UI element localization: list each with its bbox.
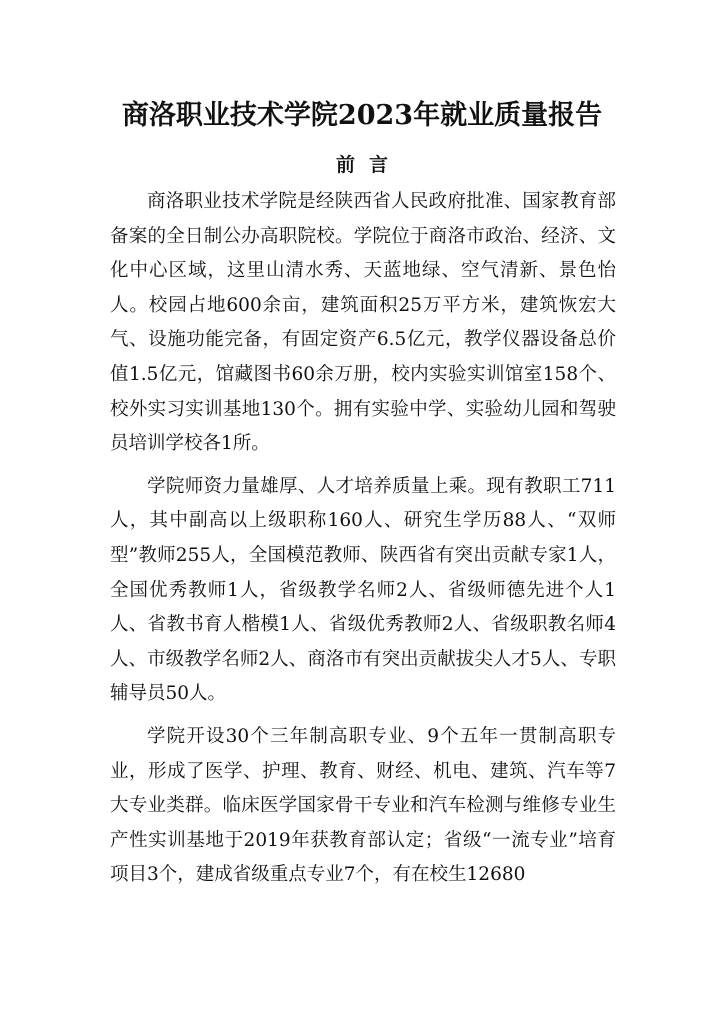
paragraph-college-overview: 商洛职业技术学院是经陕西省人民政府批准、国家教育部备案的全日制公办高职院校。学院位于商洛市政治、经济、文化中心区域，这里山清水秀、天蓝地绿、空气清新、景色怡人。校园占地600余亩，建筑面积25万平方米，建筑恢宏大气、设施功能完备，有固定资产6.5亿元，教学仪器设备总价值1.5亿元，馆藏图书60余万册，校内实验实训馆室158个、校外实习实训基地130个。拥有实验中学、实验幼儿园和驾驶员培训学校各1所。 <box>110 191 616 455</box>
paragraph-programs: 学院开设30个三年制高职专业、9个五年一贯制高职专业，形成了医学、护理、教育、财经、机电、建筑、汽车等7大专业类群。临床医学国家骨干专业和汽车检测与维修专业生产性实训基地于2019年获教育部认定；省级“一流专业”培育项目3个，建成省级重点专业7个，有在校生12680 <box>110 725 616 886</box>
report-title: 商洛职业技术学院2023年就业质量报告 <box>121 100 603 131</box>
section-heading-preface: 前言 <box>335 154 402 176</box>
paragraph-faculty: 学院师资力量雄厚、人才培养质量上乘。现有教职工711人，其中副高以上级职称160人、研究生学历88人、“双师型”教师255人，全国模范教师、陕西省有突出贡献专家1人，全国优秀教师1人，省级教学名师2人、省级师德先进个人1人、省教书育人楷模1人、省级优秀教师2人、省级职教名师4人、市级教学名师2人、商洛市有突出贡献拔尖人才5人、专职辅导员50人。 <box>110 475 616 705</box>
document-body <box>110 185 616 893</box>
